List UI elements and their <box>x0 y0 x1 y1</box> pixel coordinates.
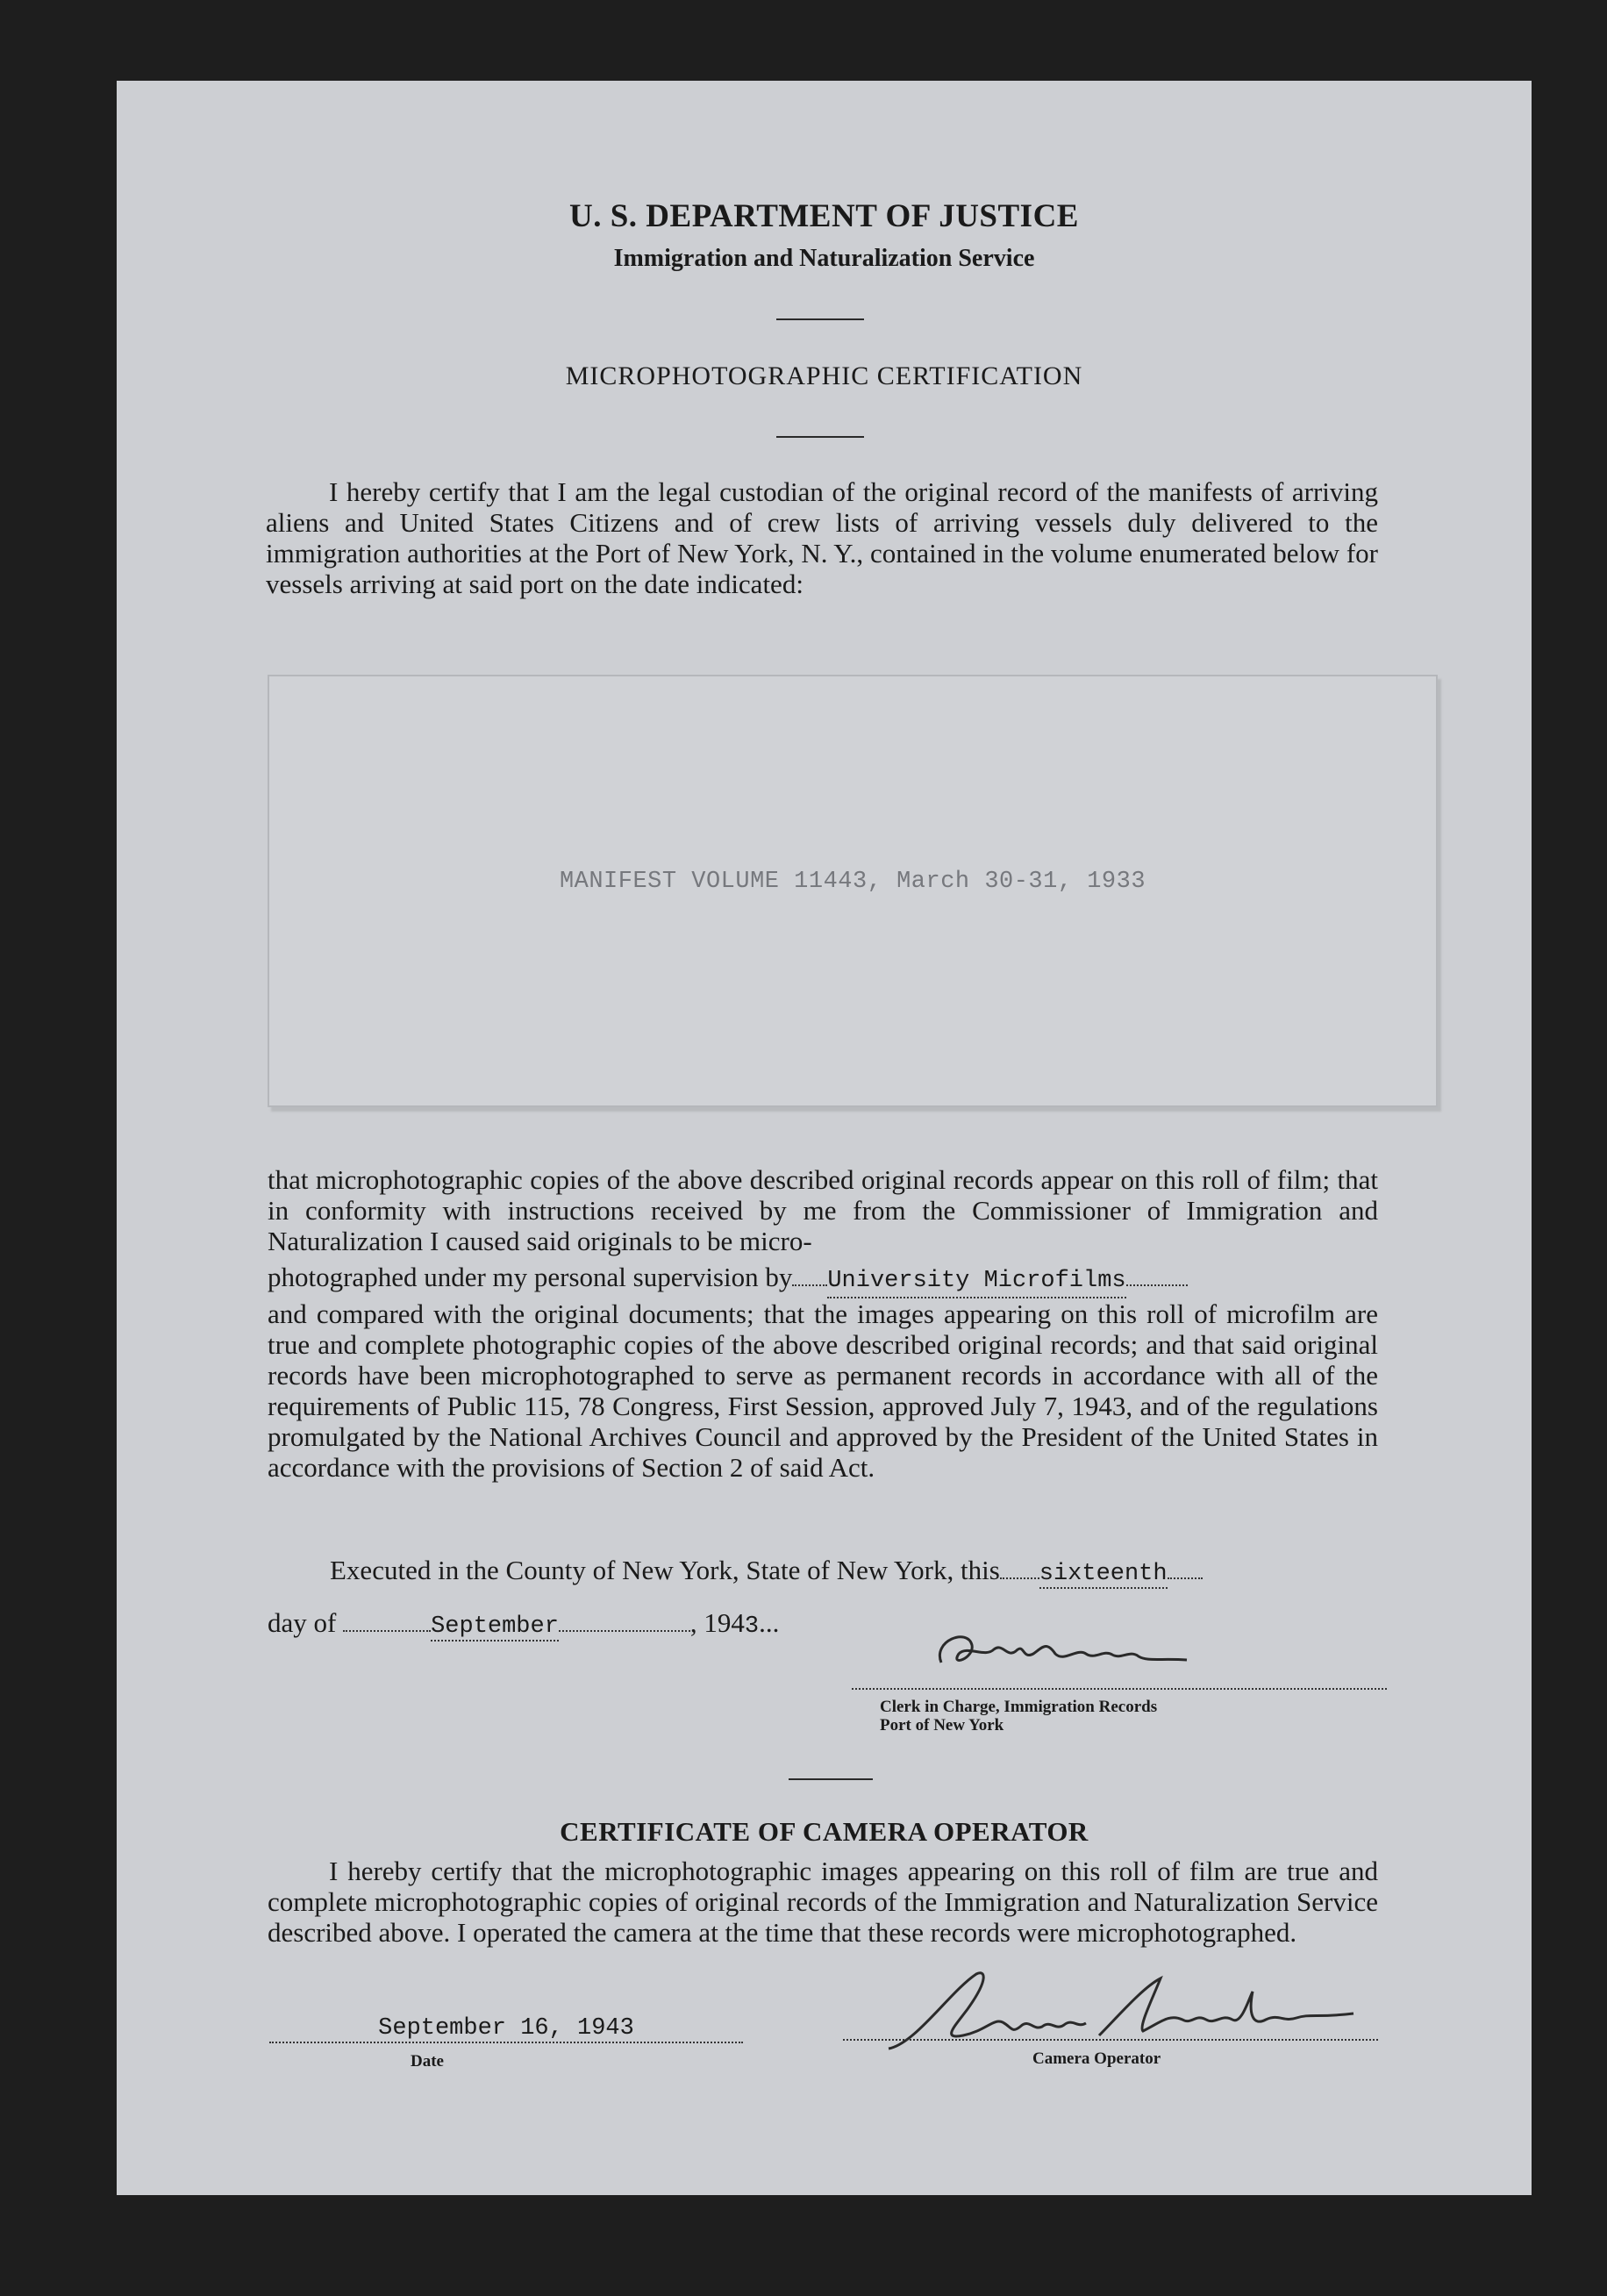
intro-paragraph <box>266 476 1378 599</box>
dotted-fill <box>1126 1284 1188 1286</box>
photographed-prefix: photographed under my personal supervision by <box>268 1262 793 1292</box>
day-of-label: day of <box>268 1607 337 1638</box>
date-value: September 16, 1943 <box>378 2015 634 2042</box>
divider <box>776 318 864 320</box>
camera-paragraph <box>268 1856 1378 1948</box>
dotted-fill <box>792 1284 827 1286</box>
body-paragraph <box>268 1164 1378 1483</box>
dotted-fill <box>559 1630 690 1632</box>
executed-month: September <box>431 1613 559 1640</box>
date-label: Date <box>411 2052 444 2071</box>
certification-title: MICROPHOTOGRAPHIC CERTIFICATION <box>565 361 1083 390</box>
divider <box>789 1778 873 1780</box>
executed-line <box>330 1555 1203 1589</box>
document-page <box>117 81 1532 2195</box>
intro-text: I hereby certify that I am the legal custodian of the original record of the manifests of arriving aliens and United States Citizens and of crew lists of arriving vessels duly delivered to the immigration authorities at the Port of New York, N. Y., contained in the volume enumerated below for vessels arriving at said port on the date indicated: <box>266 476 1378 599</box>
clerk-signature <box>924 1623 1222 1684</box>
camera-operator-label: Camera Operator <box>1032 2049 1161 2068</box>
manifest-volume-text: MANIFEST VOLUME 11443, March 30-31, 1933 <box>559 869 1146 895</box>
operator-signature <box>880 1965 1371 2062</box>
department-heading: U. S. DEPARTMENT OF JUSTICE <box>569 198 1079 234</box>
volume-box <box>268 675 1438 1107</box>
camera-text: I hereby certify that the microphotographic images appearing on this roll of film are true and complete microphotographic copies of original records of the Immigration and Naturalization Service described above. I operated the camera at the time that these records were microphotographed. <box>268 1856 1378 1948</box>
service-subheading: Immigration and Naturalization Service <box>613 245 1035 272</box>
year-digit: 3 <box>744 1613 760 1640</box>
photographer-value: University Microfilms <box>827 1266 1125 1298</box>
dotted-fill <box>343 1630 431 1632</box>
clerk-signature-line <box>852 1688 1387 1690</box>
clerk-title-line-2: Port of New York <box>880 1716 1004 1735</box>
executed-prefix: Executed in the County of New York, State of New York, this <box>330 1555 1000 1585</box>
body-text-1: that microphotographic copies of the above described original records appear on this roll of film; that in conformity with instructions received by me from the Commissioner of Immigration and Naturalization I caused said originals to be micro- <box>268 1164 1378 1256</box>
clerk-title-line-1: Clerk in Charge, Immigration Records <box>880 1698 1158 1716</box>
photographed-line <box>268 1262 1378 1298</box>
body-text-2: and compared with the original documents; that the images appearing on this roll of microfilm are true and complete photographic copies of the above described original records; and that said original records have been microphotographed to serve as permanent records in accordance with all of the requirements of Public 115, 78 Congress, First Session, approved July 7, 1943, and of the regulations promulgated by the National Archives Council and approved by the President of the United States in accordance with the provisions of Section 2 of said Act. <box>268 1298 1378 1483</box>
camera-certificate-title: CERTIFICATE OF CAMERA OPERATOR <box>560 1816 1089 1847</box>
operator-signature-line <box>843 2039 1378 2041</box>
clerk-title <box>880 1698 1157 1735</box>
divider <box>776 436 864 438</box>
executed-day: sixteenth <box>1039 1561 1168 1587</box>
day-of-line <box>268 1607 779 1642</box>
date-field <box>269 2015 743 2043</box>
dotted-fill <box>1168 1577 1203 1579</box>
year-suffix: ... <box>759 1607 780 1638</box>
year-prefix: , 194 <box>689 1607 745 1638</box>
dotted-fill <box>1000 1577 1039 1579</box>
